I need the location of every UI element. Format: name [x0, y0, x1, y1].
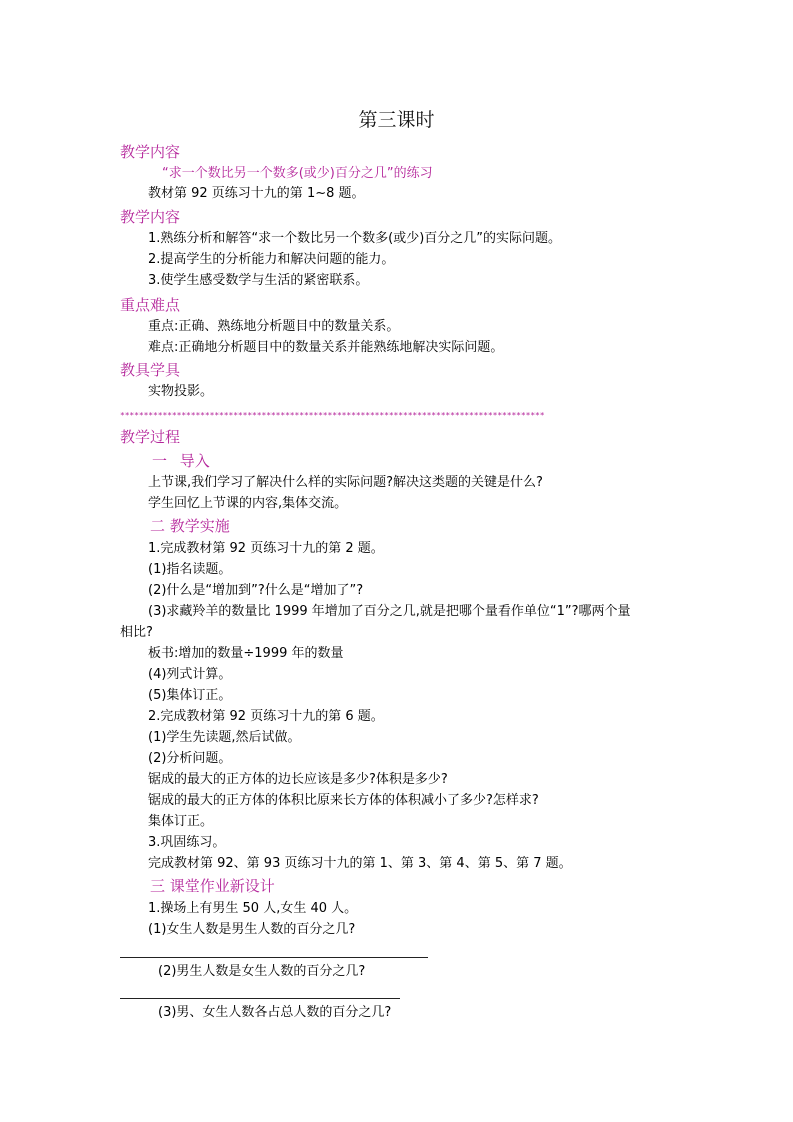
- part2-line-12: 锯成的最大的正方体的边长应该是多少?体积是多少?: [148, 772, 448, 787]
- part2-line-6: 板书:增加的数量÷1999 年的数量: [148, 646, 344, 661]
- goal-item-3: 3.使学生感受数学与生活的紧密联系。: [148, 273, 369, 288]
- part2-line-13: 锯成的最大的正方体的体积比原来长方体的体积减小了多少?怎样求?: [148, 793, 539, 808]
- content-topic: “求一个数比另一个数多(或少)百分之几”的练习: [162, 166, 433, 181]
- answer-line-1: [120, 957, 428, 958]
- process-heading: 教学过程: [120, 428, 181, 446]
- key-heading: 重点难点: [120, 296, 181, 314]
- part2-line-16: 完成教材第 92、第 93 页练习十九的第 1、第 3、第 4、第 5、第 7 题。: [148, 856, 572, 871]
- content-line: 教材第 92 页练习十九的第 1~8 题。: [148, 186, 365, 201]
- content-heading: 教学内容: [120, 143, 181, 161]
- part3-heading: 三 课堂作业新设计: [150, 877, 275, 895]
- goal-item-1: 1.熟练分析和解答“求一个数比另一个数多(或少)百分之几”的实际问题。: [148, 231, 562, 246]
- part2-line-14: 集体订正。: [148, 814, 214, 829]
- page-title: 第三课时: [358, 109, 435, 131]
- part3-line-2: (1)女生人数是男生人数的百分之几?: [148, 922, 356, 937]
- part2-line-2: (1)指名读题。: [148, 562, 232, 577]
- tools-heading: 教具学具: [120, 361, 181, 379]
- part2-line-7: (4)列式计算。: [148, 667, 232, 682]
- part3-line-1: 1.操场上有男生 50 人,女生 40 人。: [148, 901, 358, 916]
- part2-line-11: (2)分析问题。: [148, 751, 232, 766]
- part1-line-1: 上节课,我们学习了解决什么样的实际问题?解决这类题的关键是什么?: [148, 475, 543, 490]
- part3-line-3: (2)男生人数是女生人数的百分之几?: [158, 964, 366, 979]
- part2-line-9: 2.完成教材第 92 页练习十九的第 6 题。: [148, 709, 384, 724]
- part1-heading: 一 导入: [152, 452, 210, 470]
- part2-line-15: 3.巩固练习。: [148, 835, 226, 850]
- part2-line-3: (2)什么是“增加到”?什么是“增加了”?: [148, 583, 364, 598]
- part1-line-2: 学生回忆上节课的内容,集体交流。: [148, 496, 348, 511]
- answer-line-2: [120, 998, 400, 999]
- part2-line-4: (3)求藏羚羊的数量比 1999 年增加了百分之几,就是把哪个量看作单位“1”?哪两个量: [148, 604, 631, 619]
- part2-line-1: 1.完成教材第 92 页练习十九的第 2 题。: [148, 541, 384, 556]
- asterisk-divider: ******************************************************************************************: [120, 411, 545, 420]
- tools-line: 实物投影。: [148, 384, 214, 399]
- part3-line-4: (3)男、女生人数各占总人数的百分之几?: [158, 1005, 392, 1020]
- key-point-2: 难点:正确地分析题目中的数量关系并能熟练地解决实际问题。: [148, 340, 504, 355]
- part2-line-5: 相比?: [120, 625, 153, 640]
- key-point-1: 重点:正确、熟练地分析题目中的数量关系。: [148, 319, 400, 334]
- part2-heading: 二 教学实施: [150, 517, 230, 535]
- part2-line-10: (1)学生先读题,然后试做。: [148, 730, 301, 745]
- goals-heading: 教学内容: [120, 208, 181, 226]
- goal-item-2: 2.提高学生的分析能力和解决问题的能力。: [148, 252, 395, 267]
- part2-line-8: (5)集体订正。: [148, 688, 232, 703]
